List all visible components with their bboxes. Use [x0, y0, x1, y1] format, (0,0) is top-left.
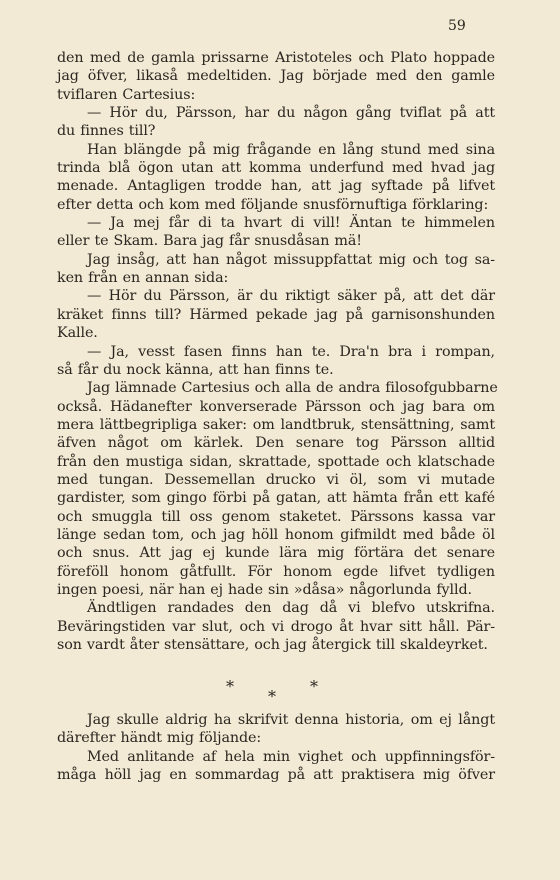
text-line: mera lättbegripliga saker: om landtbruk, stensättning, samt — [57, 416, 495, 433]
text-line: tviflaren Cartesius: — [57, 86, 196, 103]
text-line: — Ja mej får di ta hvart di vill! Äntan te himmelen — [87, 215, 495, 232]
text-line: Beväringstiden var slut, och vi drogo åt hvar sitt håll. Pär- — [57, 618, 495, 635]
text-line: så får du nock känna, att han finns te. — [57, 361, 334, 378]
page-number: 59 — [448, 18, 466, 34]
text-line: Han blängde på mig frågande en lång stund med sina — [87, 141, 495, 158]
text-line: också. Hädanefter konverserade Pärsson och jag bara om — [57, 398, 495, 415]
text-line: ken från en annan sida: — [57, 270, 229, 287]
text-line: trinda blå ögon utan att komma underfund med hvad jag — [57, 160, 495, 177]
text-line: jag öfver, likaså medeltiden. Jag började med den gamle — [57, 68, 495, 85]
text-line: äfven något om kärlek. Den senare tog Pärsson alltid — [57, 435, 495, 452]
text-line: eller te Skam. Bara jag får snusdåsan mä! — [57, 233, 362, 250]
text-line: därefter händt mig följande: — [57, 730, 262, 747]
text-line: med tungan. Dessemellan drucko vi öl, som vi mutade — [57, 471, 495, 488]
body-text-continued — [57, 711, 495, 784]
text-line: kräket finns till? Härmed pekade jag på garnisonshunden — [57, 306, 495, 323]
text-line: Kalle. — [57, 325, 98, 342]
text-line: måga höll jag en sommardag på att praktisera mig öfver — [57, 767, 495, 784]
text-line: Jag skulle aldrig ha skrifvit denna historia, om ej långt — [87, 712, 495, 728]
text-line: den med de gamla prissarne Aristoteles och Plato hoppade — [57, 50, 495, 66]
text-line: länge sedan tom, och jag höll honom gifmildt med både öl — [57, 526, 495, 543]
text-line: föreföll honom gåtfullt. För honom egde lifvet tydligen — [57, 563, 495, 580]
asterisk-3: * — [310, 677, 318, 696]
text-line: och snus. Att jag ej kunde lära mig förtära det senare — [57, 545, 495, 562]
text-line: Med anlitande af hela min vighet och uppfinningsför- — [87, 748, 495, 765]
body-text — [57, 49, 498, 654]
text-line: Jag lämnade Cartesius och alla de andra filosofgubbarne — [87, 380, 498, 397]
text-line: ingen poesi, när han ej hade sin »dåsa» någorlunda fylld. — [57, 581, 472, 598]
text-line: och smuggla till oss genom staketet. Pärssons kassa var — [57, 508, 495, 525]
text-line: Jag insåg, att han något missuppfattat mig och tog sa- — [87, 251, 495, 268]
text-line: — Hör du, Pärsson, har du någon gång tviflat på att — [87, 105, 495, 122]
text-line: menade. Antagligen trodde han, att jag syftade på lifvet — [57, 178, 495, 195]
text-line: efter detta och kom med följande snusförnuftiga förklaring: — [57, 196, 489, 213]
section-break-asterism — [220, 677, 340, 709]
text-line: du finnes till? — [57, 123, 156, 140]
asterisk-2: * — [268, 687, 276, 706]
text-line: från den mustiga sidan, skrattade, spottade och klatschade — [57, 453, 495, 470]
asterisk-1: * — [226, 677, 234, 696]
text-line: gardister, som gingo förbi på gatan, att hämta från ett kafé — [57, 490, 495, 507]
text-line: son vardt åter stensättare, och jag återgick till skaldeyrket. — [57, 637, 488, 653]
text-line: — Hör du Pärsson, är du riktigt säker på, att det där — [87, 288, 495, 305]
text-line: Ändtligen randades den dag då vi blefvo utskrifna. — [87, 600, 495, 617]
text-line: — Ja, vesst fasen finns han te. Dra'n bra i rompan, — [87, 343, 495, 360]
